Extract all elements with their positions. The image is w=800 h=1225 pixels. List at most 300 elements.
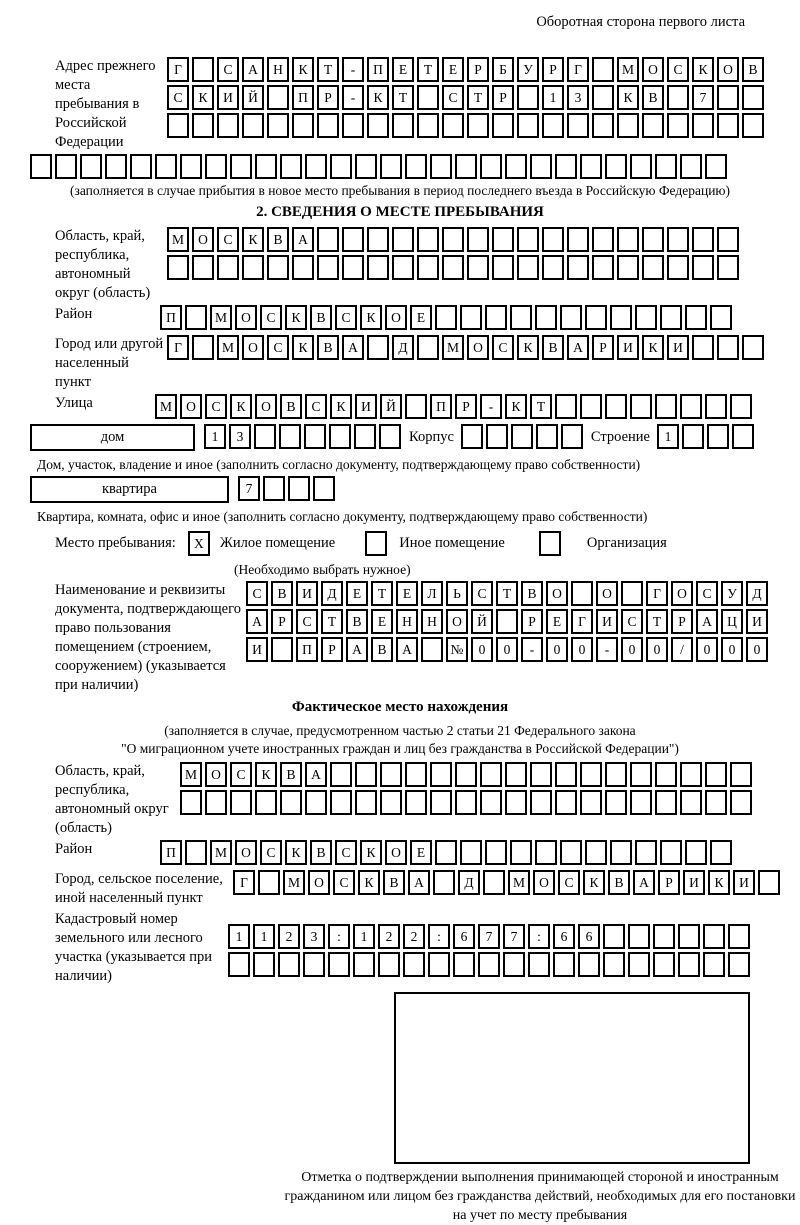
form-cell[interactable] [317, 113, 339, 138]
form-cell[interactable]: О [546, 581, 568, 606]
form-cell[interactable] [460, 840, 482, 865]
form-cell[interactable]: С [230, 762, 252, 787]
form-cell[interactable]: М [283, 870, 305, 895]
form-cell[interactable]: 0 [546, 637, 568, 662]
form-cell[interactable] [485, 305, 507, 330]
form-cell[interactable] [379, 424, 401, 449]
form-cell[interactable] [635, 840, 657, 865]
form-cell[interactable] [480, 154, 502, 179]
form-cell[interactable] [667, 227, 689, 252]
form-cell[interactable] [280, 154, 302, 179]
form-cell[interactable]: Р [658, 870, 680, 895]
form-cell[interactable] [305, 790, 327, 815]
form-cell[interactable] [442, 113, 464, 138]
form-cell[interactable] [430, 154, 452, 179]
form-cell[interactable]: Р [592, 335, 614, 360]
form-cell[interactable] [192, 113, 214, 138]
form-cell[interactable]: В [608, 870, 630, 895]
form-cell[interactable]: Г [233, 870, 255, 895]
form-cell[interactable] [517, 255, 539, 280]
form-cell[interactable] [380, 790, 402, 815]
form-cell[interactable] [353, 952, 375, 977]
form-cell[interactable]: Е [410, 305, 432, 330]
form-cell[interactable]: К [708, 870, 730, 895]
form-cell[interactable]: : [528, 924, 550, 949]
form-cell[interactable] [555, 154, 577, 179]
form-cell[interactable] [653, 924, 675, 949]
form-cell[interactable]: И [296, 581, 318, 606]
form-cell[interactable] [517, 85, 539, 110]
form-cell[interactable] [742, 85, 764, 110]
form-cell[interactable]: О [533, 870, 555, 895]
form-cell[interactable]: В [271, 581, 293, 606]
form-cell[interactable] [417, 335, 439, 360]
form-cell[interactable] [728, 924, 750, 949]
form-cell[interactable] [710, 840, 732, 865]
form-cell[interactable]: В [642, 85, 664, 110]
form-cell[interactable]: К [242, 227, 264, 252]
form-cell[interactable] [355, 790, 377, 815]
form-cell[interactable] [642, 113, 664, 138]
form-cell[interactable] [455, 154, 477, 179]
form-cell[interactable] [430, 762, 452, 787]
form-cell[interactable] [692, 227, 714, 252]
form-cell[interactable] [528, 952, 550, 977]
form-cell[interactable] [705, 154, 727, 179]
form-cell[interactable]: М [217, 335, 239, 360]
form-cell[interactable] [292, 113, 314, 138]
checkbox-organizaciya[interactable] [539, 531, 561, 556]
form-cell[interactable] [55, 154, 77, 179]
form-cell[interactable]: В [267, 227, 289, 252]
form-cell[interactable]: О [308, 870, 330, 895]
form-cell[interactable]: Д [392, 335, 414, 360]
form-cell[interactable]: / [671, 637, 693, 662]
form-cell[interactable]: 6 [553, 924, 575, 949]
form-cell[interactable] [517, 227, 539, 252]
form-cell[interactable]: О [671, 581, 693, 606]
form-cell[interactable]: 0 [496, 637, 518, 662]
form-cell[interactable] [682, 424, 704, 449]
form-cell[interactable]: О [235, 305, 257, 330]
form-cell[interactable] [354, 424, 376, 449]
form-cell[interactable] [653, 952, 675, 977]
form-cell[interactable]: К [230, 394, 252, 419]
form-cell[interactable]: М [617, 57, 639, 82]
form-cell[interactable] [405, 762, 427, 787]
form-cell[interactable] [254, 424, 276, 449]
form-cell[interactable] [553, 952, 575, 977]
form-cell[interactable] [205, 154, 227, 179]
form-cell[interactable] [555, 394, 577, 419]
form-cell[interactable] [592, 227, 614, 252]
form-cell[interactable]: К [505, 394, 527, 419]
form-cell[interactable]: - [596, 637, 618, 662]
form-cell[interactable] [642, 255, 664, 280]
form-cell[interactable]: В [310, 305, 332, 330]
form-cell[interactable]: Г [571, 609, 593, 634]
form-cell[interactable]: С [167, 85, 189, 110]
form-cell[interactable]: В [346, 609, 368, 634]
form-cell[interactable]: Й [242, 85, 264, 110]
form-cell[interactable] [567, 227, 589, 252]
form-cell[interactable]: Д [746, 581, 768, 606]
form-cell[interactable] [330, 762, 352, 787]
form-cell[interactable]: 0 [696, 637, 718, 662]
form-cell[interactable]: О [242, 335, 264, 360]
form-cell[interactable]: Р [671, 609, 693, 634]
form-cell[interactable] [578, 952, 600, 977]
form-cell[interactable]: Т [646, 609, 668, 634]
form-cell[interactable]: И [746, 609, 768, 634]
form-cell[interactable]: А [342, 335, 364, 360]
form-cell[interactable] [192, 255, 214, 280]
form-cell[interactable] [685, 305, 707, 330]
form-cell[interactable] [367, 335, 389, 360]
form-cell[interactable] [610, 305, 632, 330]
form-cell[interactable]: А [396, 637, 418, 662]
form-cell[interactable]: Г [167, 57, 189, 82]
form-cell[interactable]: О [385, 840, 407, 865]
form-cell[interactable]: Т [530, 394, 552, 419]
form-cell[interactable] [717, 227, 739, 252]
form-cell[interactable]: У [517, 57, 539, 82]
form-cell[interactable] [630, 762, 652, 787]
form-cell[interactable]: 0 [646, 637, 668, 662]
form-cell[interactable]: 3 [229, 424, 251, 449]
form-cell[interactable]: Н [396, 609, 418, 634]
form-cell[interactable] [80, 154, 102, 179]
form-cell[interactable]: 3 [303, 924, 325, 949]
form-cell[interactable] [730, 762, 752, 787]
form-cell[interactable] [304, 424, 326, 449]
form-cell[interactable] [580, 154, 602, 179]
form-cell[interactable] [680, 762, 702, 787]
form-cell[interactable] [542, 227, 564, 252]
form-cell[interactable]: 6 [453, 924, 475, 949]
form-cell[interactable] [530, 790, 552, 815]
form-cell[interactable]: О [255, 394, 277, 419]
form-cell[interactable]: К [583, 870, 605, 895]
form-cell[interactable] [267, 255, 289, 280]
form-cell[interactable] [230, 154, 252, 179]
form-cell[interactable]: 1 [253, 924, 275, 949]
form-cell[interactable]: О [596, 581, 618, 606]
form-cell[interactable] [192, 335, 214, 360]
form-cell[interactable]: Р [271, 609, 293, 634]
form-cell[interactable] [592, 57, 614, 82]
form-cell[interactable]: И [733, 870, 755, 895]
form-cell[interactable]: С [492, 335, 514, 360]
form-cell[interactable] [185, 305, 207, 330]
form-cell[interactable]: К [517, 335, 539, 360]
form-cell[interactable]: В [742, 57, 764, 82]
form-cell[interactable] [380, 762, 402, 787]
form-cell[interactable] [630, 790, 652, 815]
form-cell[interactable] [480, 790, 502, 815]
form-cell[interactable]: А [567, 335, 589, 360]
form-cell[interactable] [705, 762, 727, 787]
form-cell[interactable] [710, 305, 732, 330]
form-cell[interactable]: С [296, 609, 318, 634]
form-cell[interactable]: И [217, 85, 239, 110]
form-cell[interactable] [303, 952, 325, 977]
form-cell[interactable]: К [292, 335, 314, 360]
form-cell[interactable] [603, 924, 625, 949]
form-cell[interactable]: Т [317, 57, 339, 82]
form-cell[interactable]: С [217, 57, 239, 82]
form-cell[interactable]: О [385, 305, 407, 330]
form-cell[interactable] [242, 113, 264, 138]
form-cell[interactable]: П [367, 57, 389, 82]
form-cell[interactable] [617, 227, 639, 252]
form-cell[interactable]: К [330, 394, 352, 419]
form-cell[interactable] [405, 790, 427, 815]
form-cell[interactable]: К [358, 870, 380, 895]
form-cell[interactable]: И [246, 637, 268, 662]
form-cell[interactable]: - [521, 637, 543, 662]
form-cell[interactable] [230, 790, 252, 815]
form-cell[interactable] [560, 305, 582, 330]
form-cell[interactable] [280, 790, 302, 815]
form-cell[interactable] [417, 113, 439, 138]
form-cell[interactable] [605, 762, 627, 787]
form-cell[interactable] [555, 790, 577, 815]
form-cell[interactable] [405, 394, 427, 419]
form-cell[interactable]: М [155, 394, 177, 419]
form-cell[interactable]: И [596, 609, 618, 634]
form-cell[interactable]: - [480, 394, 502, 419]
form-cell[interactable]: М [180, 762, 202, 787]
form-cell[interactable] [185, 840, 207, 865]
form-cell[interactable]: О [467, 335, 489, 360]
form-cell[interactable] [228, 952, 250, 977]
form-cell[interactable]: В [310, 840, 332, 865]
form-cell[interactable]: Р [492, 85, 514, 110]
form-cell[interactable] [486, 424, 508, 449]
form-cell[interactable]: П [160, 305, 182, 330]
form-cell[interactable] [742, 113, 764, 138]
form-cell[interactable] [180, 790, 202, 815]
form-cell[interactable] [217, 255, 239, 280]
form-cell[interactable]: О [180, 394, 202, 419]
form-cell[interactable] [571, 581, 593, 606]
form-cell[interactable] [305, 154, 327, 179]
form-cell[interactable]: В [371, 637, 393, 662]
form-cell[interactable] [342, 227, 364, 252]
form-cell[interactable] [480, 762, 502, 787]
form-cell[interactable] [692, 255, 714, 280]
form-cell[interactable] [560, 840, 582, 865]
form-cell[interactable] [292, 255, 314, 280]
form-cell[interactable] [380, 154, 402, 179]
form-cell[interactable]: А [305, 762, 327, 787]
form-cell[interactable] [392, 113, 414, 138]
form-cell[interactable] [628, 952, 650, 977]
form-cell[interactable] [253, 952, 275, 977]
form-cell[interactable] [630, 154, 652, 179]
form-cell[interactable]: У [721, 581, 743, 606]
form-cell[interactable] [330, 154, 352, 179]
form-cell[interactable]: Н [421, 609, 443, 634]
form-cell[interactable] [605, 790, 627, 815]
form-cell[interactable]: Й [471, 609, 493, 634]
form-cell[interactable]: В [521, 581, 543, 606]
form-cell[interactable] [167, 255, 189, 280]
form-cell[interactable]: С [305, 394, 327, 419]
form-cell[interactable]: А [242, 57, 264, 82]
form-cell[interactable] [585, 840, 607, 865]
form-cell[interactable] [685, 840, 707, 865]
form-cell[interactable]: П [160, 840, 182, 865]
form-cell[interactable] [263, 476, 285, 501]
form-cell[interactable] [660, 840, 682, 865]
form-cell[interactable] [403, 952, 425, 977]
form-cell[interactable]: К [360, 840, 382, 865]
form-cell[interactable] [505, 154, 527, 179]
form-cell[interactable]: С [696, 581, 718, 606]
form-cell[interactable] [580, 790, 602, 815]
form-cell[interactable] [271, 637, 293, 662]
form-cell[interactable] [492, 255, 514, 280]
form-cell[interactable]: 1 [353, 924, 375, 949]
form-cell[interactable]: В [383, 870, 405, 895]
form-cell[interactable]: : [428, 924, 450, 949]
form-cell[interactable] [630, 394, 652, 419]
form-cell[interactable]: № [446, 637, 468, 662]
form-cell[interactable]: К [255, 762, 277, 787]
form-cell[interactable]: Ь [446, 581, 468, 606]
form-cell[interactable] [555, 762, 577, 787]
form-cell[interactable]: А [246, 609, 268, 634]
form-cell[interactable] [717, 335, 739, 360]
form-cell[interactable]: О [235, 840, 257, 865]
form-cell[interactable] [392, 227, 414, 252]
form-cell[interactable] [707, 424, 729, 449]
form-cell[interactable]: К [285, 840, 307, 865]
form-cell[interactable]: Е [546, 609, 568, 634]
form-cell[interactable] [355, 762, 377, 787]
form-cell[interactable]: С [442, 85, 464, 110]
form-cell[interactable] [342, 113, 364, 138]
form-cell[interactable] [535, 305, 557, 330]
form-cell[interactable]: О [642, 57, 664, 82]
form-cell[interactable] [267, 85, 289, 110]
form-cell[interactable]: Е [410, 840, 432, 865]
form-cell[interactable]: - [342, 57, 364, 82]
form-cell[interactable]: С [333, 870, 355, 895]
form-cell[interactable] [485, 840, 507, 865]
form-cell[interactable] [517, 113, 539, 138]
form-cell[interactable]: М [210, 305, 232, 330]
form-cell[interactable]: Р [317, 85, 339, 110]
form-cell[interactable] [530, 762, 552, 787]
form-cell[interactable]: М [167, 227, 189, 252]
form-cell[interactable] [655, 790, 677, 815]
form-cell[interactable]: К [692, 57, 714, 82]
form-cell[interactable]: 3 [567, 85, 589, 110]
form-cell[interactable] [258, 870, 280, 895]
form-cell[interactable]: 2 [378, 924, 400, 949]
form-cell[interactable] [378, 952, 400, 977]
form-cell[interactable] [535, 840, 557, 865]
form-cell[interactable]: 0 [471, 637, 493, 662]
form-cell[interactable]: С [621, 609, 643, 634]
form-cell[interactable]: А [292, 227, 314, 252]
form-cell[interactable] [330, 790, 352, 815]
form-cell[interactable]: П [296, 637, 318, 662]
form-cell[interactable]: О [205, 762, 227, 787]
form-cell[interactable]: А [408, 870, 430, 895]
form-cell[interactable]: : [328, 924, 350, 949]
form-cell[interactable]: Р [542, 57, 564, 82]
form-cell[interactable] [580, 394, 602, 419]
form-cell[interactable] [417, 255, 439, 280]
form-cell[interactable] [279, 424, 301, 449]
form-cell[interactable] [680, 154, 702, 179]
form-cell[interactable] [605, 154, 627, 179]
form-cell[interactable]: Т [371, 581, 393, 606]
form-cell[interactable] [617, 113, 639, 138]
form-cell[interactable]: И [355, 394, 377, 419]
form-cell[interactable] [267, 113, 289, 138]
form-cell[interactable] [455, 762, 477, 787]
form-cell[interactable] [30, 154, 52, 179]
form-cell[interactable] [105, 154, 127, 179]
form-cell[interactable] [421, 637, 443, 662]
form-cell[interactable] [492, 113, 514, 138]
form-cell[interactable] [567, 113, 589, 138]
form-cell[interactable] [667, 255, 689, 280]
form-cell[interactable] [460, 305, 482, 330]
form-cell[interactable] [367, 255, 389, 280]
form-cell[interactable]: М [508, 870, 530, 895]
form-cell[interactable] [205, 790, 227, 815]
form-cell[interactable] [328, 952, 350, 977]
form-cell[interactable] [592, 113, 614, 138]
form-cell[interactable] [585, 305, 607, 330]
form-cell[interactable] [255, 790, 277, 815]
form-cell[interactable]: Д [321, 581, 343, 606]
form-cell[interactable]: К [292, 57, 314, 82]
form-cell[interactable]: Ц [721, 609, 743, 634]
form-cell[interactable] [678, 952, 700, 977]
form-cell[interactable]: 7 [503, 924, 525, 949]
form-cell[interactable]: Т [321, 609, 343, 634]
form-cell[interactable] [567, 255, 589, 280]
form-cell[interactable]: Е [442, 57, 464, 82]
form-cell[interactable] [478, 952, 500, 977]
form-cell[interactable] [155, 154, 177, 179]
form-cell[interactable] [655, 762, 677, 787]
form-cell[interactable] [660, 305, 682, 330]
form-cell[interactable]: П [430, 394, 452, 419]
form-cell[interactable] [505, 762, 527, 787]
form-cell[interactable] [610, 840, 632, 865]
form-cell[interactable] [317, 255, 339, 280]
form-cell[interactable] [561, 424, 583, 449]
form-cell[interactable]: О [192, 227, 214, 252]
form-cell[interactable] [313, 476, 335, 501]
form-cell[interactable] [417, 227, 439, 252]
form-cell[interactable] [428, 952, 450, 977]
form-cell[interactable] [417, 85, 439, 110]
form-cell[interactable]: С [260, 305, 282, 330]
form-cell[interactable]: К [360, 305, 382, 330]
form-cell[interactable] [680, 394, 702, 419]
form-cell[interactable]: С [335, 305, 357, 330]
checkbox-zhiloe[interactable]: X [188, 531, 210, 556]
